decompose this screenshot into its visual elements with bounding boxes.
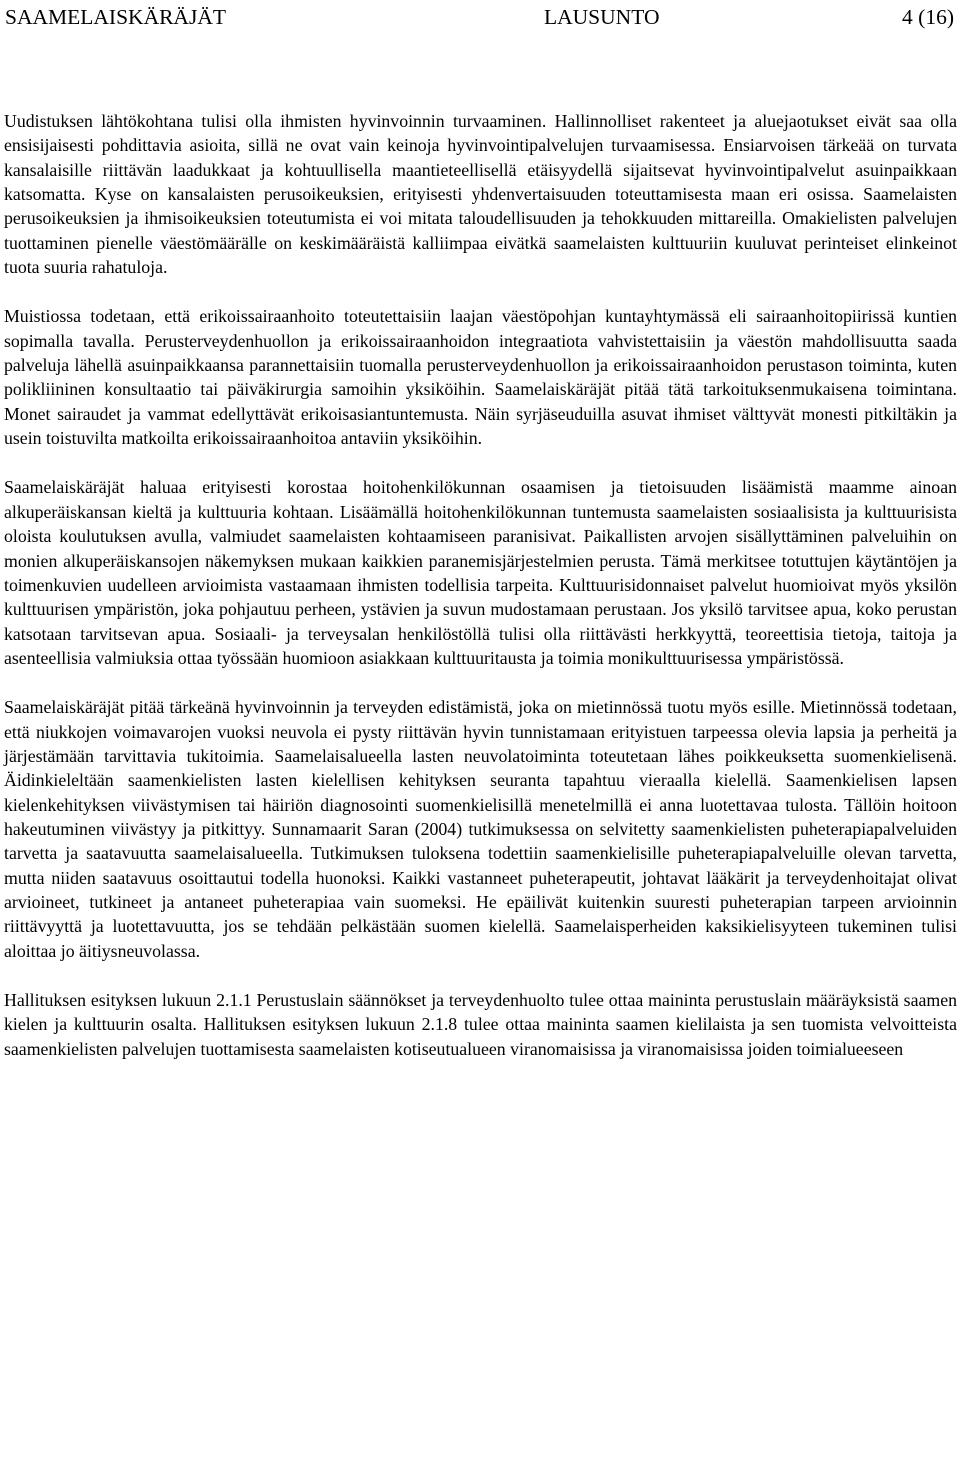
paragraph-5: Hallituksen esityksen lukuun 2.1.1 Perustuslain säännökset ja terveydenhuolto tulee ottaa maininta perustuslain määräyksistä saamen kielen ja kulttuurin osalta. Hallituksen esityksen lukuun 2.1.8 tulee ottaa maininta saamen kielilaista ja sen tuomista velvoitteista saamenkielisten palvelujen tuottamisesta saamelaisten kotiseutualueen viranomaisissa ja viranomaisissa joiden toimialueeseen — [4, 990, 957, 1059]
header-organization: SAAMELAISKÄRÄJÄT — [5, 5, 226, 29]
header-document-type: LAUSUNTO — [544, 5, 660, 29]
page-header — [5, 2, 954, 32]
header-page-number: 4 (16) — [902, 5, 954, 29]
document-body — [4, 109, 957, 1061]
paragraph-2: Muistiossa todetaan, että erikoissairaanhoito toteutettaisiin laajan väestöpohjan kuntayhtymässä eli sairaanhoitopiirissä kuntien sopimalla tavalla. Perusterveydenhuollon ja erikoissairaanhoidon integraatiota vahvistettaisiin ja väestön mahdollisuutta saada palveluja lähellä asuinpaikkaansa parannettaisiin tuomalla perusterveydenhuollon ja erikoissairaanhoidon perustason toiminta, kuten polikliininen konsultaatio tai päiväkirurgia samoihin yksiköihin. Saamelaiskäräjät pitää tätä tarkoituksenmukaisena toimintana. Monet sairaudet ja vammat edellyttävät erikoisasiantuntemusta. Näin syrjäseuduilla asuvat ihmiset välttyvät monesti pitkiltäkin ja usein toistuvilta matkoilta erikoissairaanhoitoa antaviin yksiköihin. — [4, 306, 957, 449]
paragraph-3: Saamelaiskäräjät haluaa erityisesti korostaa hoitohenkilökunnan osaamisen ja tietoisuuden lisäämistä maamme ainoan alkuperäiskansan kieltä ja kulttuuria kohtaan. Lisäämällä hoitohenkilökunnan tuntemusta saamelaisten sosiaalisista ja kulttuurisista oloista koulutuksen avulla, valmiudet saamelaisten kohtaamiseen paranisivat. Paikallisten arvojen sisällyttäminen palveluihin on monien alkuperäiskansojen näkemyksen mukaan kaikkien paranemisjärjestelmien perusta. Tämä merkitsee totuttujen käytäntöjen ja toimenkuvien uudelleen arvioimista vastaamaan ihmisten todellisia tarpeita. Kulttuurisidonnaiset palvelut huomioivat myös yksilön kulttuurisen ympäristön, joka pohjautuu perheen, ystävien ja suvun mudostamaan perustaan. Jos yksilö tarvitsee apua, koko perustan katsotaan tarvitsevan apua. Sosiaali- ja terveysalan henkilöstöllä tulisi olla riittävästi herkkyyttä, teoreettisia tietoja, taitoja ja asenteellisia valmiuksia ottaa työssään huomioon asiakkaan kulttuuritausta ja toimia monikulttuurisessa ympäristössä. — [4, 477, 957, 668]
paragraph-1: Uudistuksen lähtökohtana tulisi olla ihmisten hyvinvoinnin turvaaminen. Hallinnolliset rakenteet ja aluejaotukset eivät saa olla ensisijaisesti pohdittavia asioita, sillä ne ovat vain keinoja hyvinvointipalvelujen turvaamisessa. Ensiarvoisen tärkeää on turvata kansalaisille riittävän laadukkaat ja kohtuullisella maantieteellisellä etäisyydellä sijaitsevat hyvinvointipalvelut asuinpaikkaan katsomatta. Kyse on kansalaisten perusoikeuksien, erityisesti yhdenvertaisuuden toteuttamisesta maan eri osissa. Saamelaisten perusoikeuksien ja ihmisoikeuksien toteutumista ei voi mitata taloudellisuuden ja tehokkuuden mittareilla. Omakielisten palvelujen tuottaminen pienelle väestömäärälle on keskimääräistä kalliimpaa eivätkä saamelaisten kulttuuriin kuuluvat perinteiset elinkeinot tuota suuria rahatuloja. — [4, 111, 957, 278]
paragraph-4: Saamelaiskäräjät pitää tärkeänä hyvinvoinnin ja terveyden edistämistä, joka on mietinnössä tuotu myös esille. Mietinnössä todetaan, että niukkojen voimavarojen vuoksi neuvola ei pysty riittävän hyvin tunnistamaan erityistuen tarpeessa olevia lapsia ja perheitä ja järjestämään tarvittavia tukitoimia. Saamelaisalueella lasten neuvolatoiminta toteutetaan lähes poikkeuksetta suomenkielisenä. Äidinkieleltään saamenkielisten lasten kielellisen kehityksen seuranta tapahtuu vieraalla kielellä. Saamenkielisen lapsen kielenkehityksen viivästymisen tai häiriön diagnosointi suomenkielisillä menetelmillä ei anna luotettavaa tulosta. Tällöin hoitoon hakeutuminen viivästyy ja pitkittyy. Sunnamaarit Saran (2004) tutkimuksessa on selvitetty saamenkielisten puheterapiapalveluiden tarvetta ja saatavuutta saamelaisalueella. Tutkimuksen tuloksena todettiin saamenkielisille puheterapiapalveluille olevan tarvetta, mutta niiden saatavuus osoittautui todella huonoksi. Kaikki vastanneet puheterapeutit, johtavat lääkärit ja terveydenhoitajat olivat arvioineet, tutkineet ja antaneet puheterapiaa vain suomeksi. He epäilivät kuitenkin suuresti puheterapian tarpeen arvioinnin riittävyyttä ja luotettavuutta, jos se tehdään pelkästään suomen kielellä. Saamelaisperheiden kaksikielisyyteen tukeminen tulisi aloittaa jo äitiysneuvolassa. — [4, 697, 957, 961]
